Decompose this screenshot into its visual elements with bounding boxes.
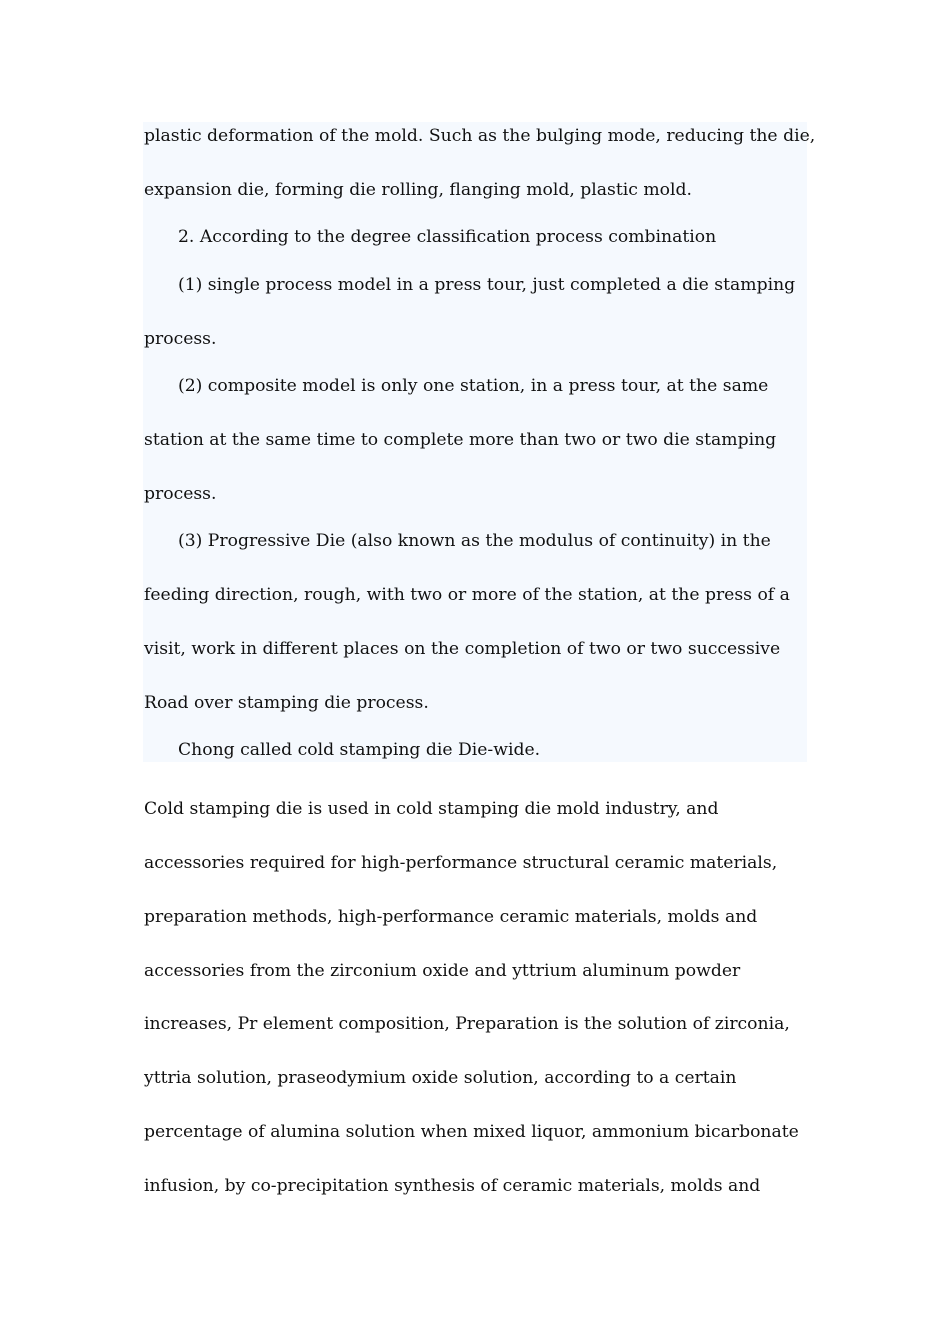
paragraph-line: percentage of alumina solution when mixed liquor, ammonium bicarbonate	[144, 1122, 799, 1142]
list-item-2: (2) composite model is only one station, in a press tour, at the same	[178, 376, 769, 396]
paragraph-line: preparation methods, high-performance ceramic materials, molds and	[144, 907, 758, 927]
list-item-3: (3) Progressive Die (also known as the modulus of continuity) in the	[178, 531, 771, 551]
paragraph-line: Cold stamping die is used in cold stamping die mold industry, and	[144, 799, 719, 819]
paragraph-line: yttria solution, praseodymium oxide solution, according to a certain	[144, 1068, 737, 1088]
paragraph-line: accessories required for high-performance structural ceramic materials,	[144, 853, 778, 873]
text-line: station at the same time to complete more than two or two die stamping	[144, 430, 777, 450]
list-heading: 2. According to the degree classification process combination	[178, 227, 717, 247]
text-line: process.	[144, 484, 217, 504]
text-line: expansion die, forming die rolling, flanging mold, plastic mold.	[144, 180, 692, 200]
text-line: plastic deformation of the mold. Such as the bulging mode, reducing the die,	[144, 126, 816, 146]
text-line: Road over stamping die process.	[144, 693, 429, 713]
paragraph-line: infusion, by co-precipitation synthesis of ceramic materials, molds and	[144, 1176, 761, 1196]
paragraph-line: increases, Pr element composition, Preparation is the solution of zirconia,	[144, 1014, 790, 1034]
text-line: visit, work in different places on the completion of two or two successive	[144, 639, 781, 659]
closing-line: Chong called cold stamping die Die-wide.	[178, 740, 541, 760]
text-line: process.	[144, 329, 217, 349]
list-item-1: (1) single process model in a press tour, just completed a die stamping	[178, 275, 796, 295]
paragraph-line: accessories from the zirconium oxide and yttrium aluminum powder	[144, 961, 741, 981]
text-line: feeding direction, rough, with two or more of the station, at the press of a	[144, 585, 790, 605]
